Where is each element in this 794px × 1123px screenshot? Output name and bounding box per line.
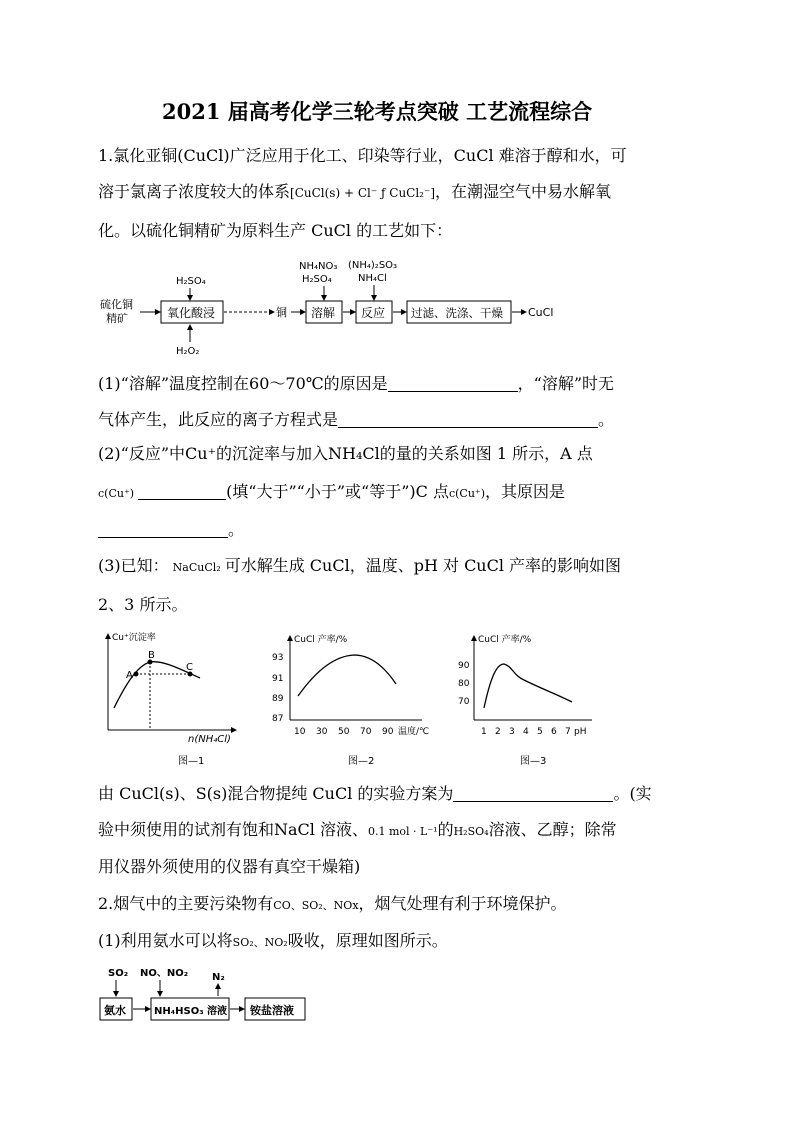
fig3-caption: 图—3 [520,756,547,767]
q2-gases: CO、SO₂、NOx [273,899,359,912]
fig2-curve [298,655,396,696]
q1-part3-text-c: 由 CuCl(s)、S(s)混合物提纯 CuCl 的实验方案为 [98,784,454,803]
q1-part1-text-c: 气体产生，此反应的离子方程式是 [98,410,339,429]
q1-part3-text-e: 验中须使用的试剂有饱和NaCl 溶液、 [98,820,368,839]
q1-part1-line2 [98,412,614,428]
fig3-xtick-5: 5 [537,727,543,737]
q1-part2-end: 。 [228,520,245,539]
q2-intro-b: ，烟气处理有利于环境保护。 [358,894,567,913]
flow-box-dissolve-label: 溶解 [311,306,336,320]
flow2-out-n2: N₂ [212,972,225,983]
q1-part2-line3 [98,522,244,538]
q2-part1-b: 吸收，原理如图所示。 [287,931,448,950]
q1-part3-line5: 用仪器外须使用的仪器有真空干燥箱) [98,857,361,876]
fig2-ytick-93: 93 [272,653,284,663]
q1-part3-line1 [98,558,621,574]
nacucl2-formula: NaCuCl₂ [172,561,221,574]
fig3-curve [484,664,572,708]
q1-part2-text-end: ，其原因是 [485,482,566,501]
figure-2-chart [270,628,440,773]
answer-blank-1[interactable] [388,377,518,392]
answer-blank-5[interactable] [453,787,613,802]
q1-part1-end: 。 [598,410,615,429]
flow-box-oxidation-label: 氧化酸浸 [167,306,216,320]
q1-part2-line2 [98,484,565,500]
q1-part3-text-f: 的 [437,820,454,839]
flow2-box-ammonia-label: 氨水 [104,1004,126,1017]
flow-copper: 铜 [276,306,287,319]
fig1-label-b: B [148,650,155,661]
fig1-xlabel: n(NH₄Cl) [188,734,231,745]
flow-product: CuCl [528,306,554,319]
q2-part1 [98,933,448,949]
reagent-nh4cl: NH₄Cl [358,273,387,284]
fig3-xtick-4: 4 [523,727,529,737]
q1-part1-line1 [98,376,614,392]
q2-intro [98,896,567,912]
figure-1-chart [96,628,246,773]
fig2-ylabel: CuCl 产率/% [294,635,348,645]
h2so4-formula: H₂SO₄ [453,825,489,838]
page-title: 2021 届高考化学三轮考点突破 工艺流程综合 [162,99,593,124]
q1-part1-text-a: (1)“溶解”温度控制在60～70℃的原因是 [98,374,388,393]
q1-part3-line4 [98,822,617,838]
q1-part3-line3 [98,786,652,802]
reagent-h2so4-1: H₂SO₄ [176,276,206,287]
q2-part1-a: (1)利用氨水可以将 [98,931,233,950]
fig3-xtick-3: 3 [509,727,515,737]
fig2-xlabel: 温度/℃ [398,727,430,737]
fig2-xtick-70: 70 [360,727,372,737]
cu-concentration-a: c(Cu⁺) [98,487,135,500]
flow-start-label-1: 硫化铜 [100,298,133,311]
answer-blank-2[interactable] [338,413,598,428]
fig3-xtick-7: 7 [565,727,571,737]
fig2-caption: 图—2 [348,756,375,767]
q1-intro-line2-a: 溶于氯离子浓度较大的体系 [98,182,291,201]
fig1-caption: 图—1 [178,756,205,767]
fig3-ytick-70: 70 [458,697,470,707]
q1-part1-text-b: ，“溶解”时无 [517,374,615,393]
fig3-xlabel: pH [574,727,587,737]
fig3-ylabel: CuCl 产率/% [478,635,532,645]
fig2-xtick-50: 50 [338,727,350,737]
equilibrium-equation: [CuCl(s) + Cl⁻ ƒ CuCl₂⁻] [290,186,436,200]
q1-part3-text-a: (3)已知： [98,556,169,575]
flow-start-label-2: 精矿 [106,312,128,325]
flow2-in-so2: SO₂ [108,968,129,979]
q1-intro-line2 [98,184,611,200]
fig2-xtick-10: 10 [294,727,306,737]
flow-box-filter-label: 过滤、洗涤、干燥 [411,306,503,320]
ammonia-absorption-diagram [98,964,318,1028]
fig1-point-a [134,672,139,677]
cu-concentration-c: c(Cu⁺) [448,487,486,500]
q1-intro-line1: 1.氯化亚铜(CuCl)广泛应用于化工、印染等行业，CuCl 难溶于醇和水，可 [98,146,627,165]
reagent-h2o2: H₂O₂ [176,346,200,357]
fig2-ytick-87: 87 [272,714,284,724]
flow2-box-ammonium-salt-label: 铵盐溶液 [250,1004,294,1017]
q2-intro-a: 2.烟气中的主要污染物有 [98,894,274,913]
reagent-nh4no3: NH₄NO₃ [299,261,338,272]
fig3-xtick-1: 1 [481,727,487,737]
fig2-ytick-89: 89 [272,694,284,704]
figure-3-chart [454,628,604,773]
q1-part2-line1: (2)“反应”中Cu⁺的沉淀率与加入NH₄Cl的量的关系如图 1 所示，A 点 [98,444,593,463]
q1-part3-line2: 2、3 所示。 [98,595,188,614]
fig3-ytick-80: 80 [458,679,470,689]
q1-intro-line3: 化。以硫化铜精矿为原料生产 CuCl 的工艺如下： [98,221,453,240]
q1-intro-line2-b: ，在潮湿空气中易水解氧 [435,182,612,201]
fig1-label-c: C [186,662,193,673]
q1-part3-text-b: 可水解生成 CuCl，温度、pH 对 CuCl 产率的影响如图 [224,556,622,575]
fig2-xtick-30: 30 [316,727,328,737]
flow2-in-no: NO、NO₂ [140,968,189,979]
fig3-xtick-6: 6 [551,727,557,737]
reagent-h2so4-2: H₂SO₄ [302,274,332,285]
q1-part2-text-mid: (填“大于”“小于”或“等于”)C 点 [226,482,449,501]
reagent-nh4-2so3: (NH₄)₂SO₃ [348,260,398,271]
q1-part3-text-d: 。(实 [613,784,652,803]
process-flow-diagram [96,254,576,362]
flow2-box-nh4hso3-label: NH₄HSO₃ 溶液 [154,1006,228,1017]
answer-blank-3[interactable] [138,485,226,500]
flow-box-reaction-label: 反应 [361,306,386,320]
fig2-xtick-90: 90 [382,727,394,737]
q2-part1-gases: SO₂、NO₂ [232,936,288,949]
fig3-ytick-90: 90 [458,661,470,671]
fig1-ylabel: Cu⁺沉淀率 [112,633,156,643]
fig2-ytick-91: 91 [272,674,284,684]
fig1-label-a: A [126,670,133,681]
answer-blank-4[interactable] [98,523,228,538]
q1-part3-text-g: 溶液、乙醇；除常 [488,820,617,839]
concentration-value: 0.1 mol · L⁻¹ [368,825,438,838]
fig3-xtick-2: 2 [495,727,501,737]
